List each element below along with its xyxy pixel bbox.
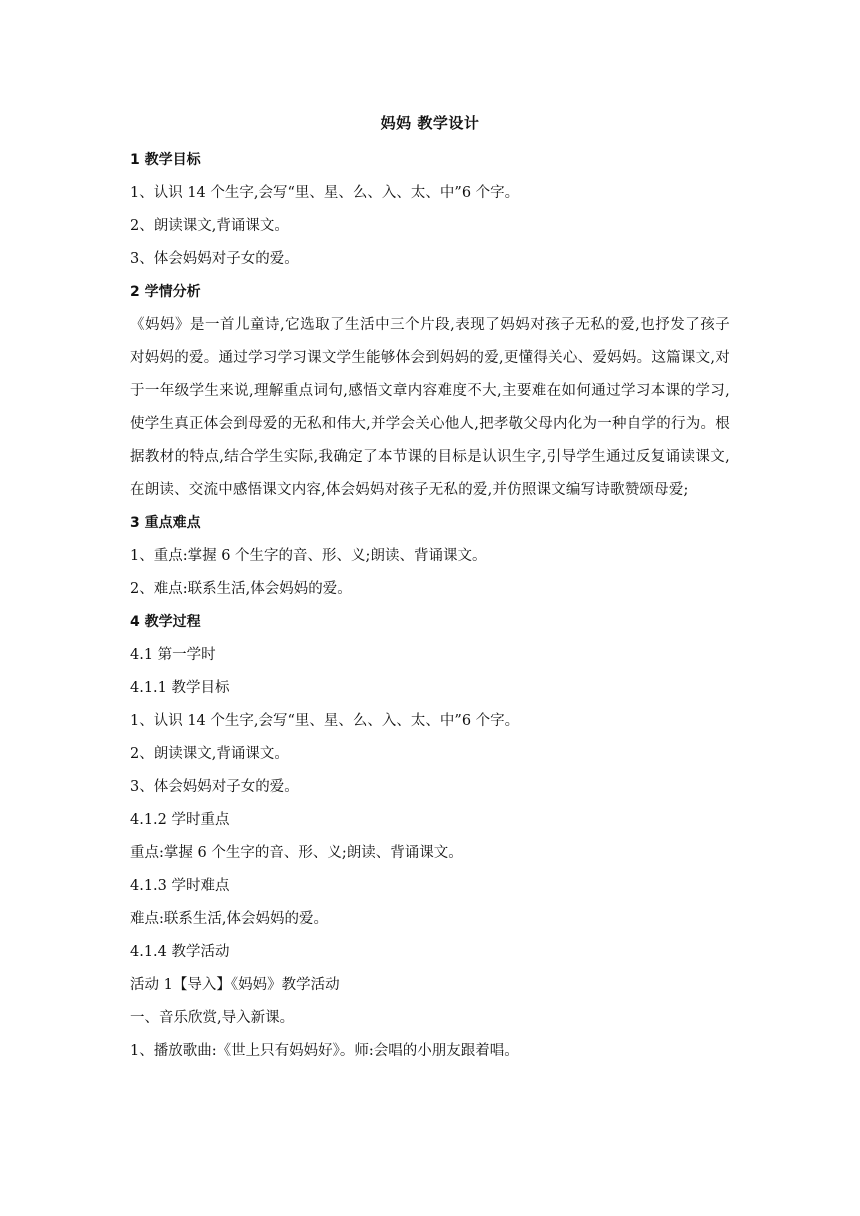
subsection-heading-difficulty: 4.1.3 学时难点	[130, 878, 230, 894]
goal-item: 1、认识 14 个生字,会写“里、星、么、入、太、中”6 个字。	[130, 185, 520, 201]
subsection-heading-activities: 4.1.4 教学活动	[130, 944, 230, 960]
document-title: 妈妈 教学设计	[380, 114, 480, 132]
activity-step-detail: 1、播放歌曲:《世上只有妈妈好》。师:会唱的小朋友跟着唱。	[130, 1043, 519, 1059]
lesson-goal-item: 1、认识 14 个生字,会写“里、星、么、入、太、中”6 个字。	[130, 713, 520, 729]
goal-item: 3、体会妈妈对子女的爱。	[130, 251, 299, 267]
analysis-paragraph: 《妈妈》是一首儿童诗,它选取了生活中三个片段,表现了妈妈对孩子无私的爱,也抒发了孩子对妈妈的爱。通过学习学习课文学生能够体会到妈妈的爱,更懂得关心、爱妈妈。这篇课文,对于一年级学生来说,理解重点词句,感悟文章内容难度不大,主要难在如何通过学习本课的学习,使学生真正体会到母爱的无私和伟大,并学会关心他人,把孝敬父母内化为一种自学的行为。根据教材的特点,结合学生实际,我确定了本节课的目标是认识生字,引导学生通过反复诵读课文,在朗读、交流中感悟课文内容,体会妈妈对孩子无私的爱,并仿照课文编写诗歌赞颂母爱;	[130, 317, 730, 498]
document-body	[130, 144, 730, 1068]
key-point-item: 1、重点:掌握 6 个生字的音、形、义;朗读、背诵课文。	[130, 548, 487, 564]
subsection-heading-goals: 4.1.1 教学目标	[130, 680, 230, 696]
lesson-goal-item: 2、朗读课文,背诵课文。	[130, 746, 289, 762]
section-heading-goals: 1 教学目标	[130, 152, 201, 168]
section-heading-process: 4 教学过程	[130, 614, 201, 630]
lesson-difficulty-text: 难点:联系生活,体会妈妈的爱。	[130, 911, 328, 927]
lesson-key-text: 重点:掌握 6 个生字的音、形、义;朗读、背诵课文。	[130, 845, 463, 861]
activity-title: 活动 1【导入】《妈妈》教学活动	[130, 977, 340, 993]
section-heading-key-points: 3 重点难点	[130, 515, 201, 531]
section-heading-analysis: 2 学情分析	[130, 284, 201, 300]
lesson-goal-item: 3、体会妈妈对子女的爱。	[130, 779, 299, 795]
lesson-heading: 4.1 第一学时	[130, 647, 216, 663]
goal-item: 2、朗读课文,背诵课文。	[130, 218, 289, 234]
key-point-item: 2、难点:联系生活,体会妈妈的爱。	[130, 581, 352, 597]
activity-step: 一、音乐欣赏,导入新课。	[130, 1010, 295, 1026]
subsection-heading-key: 4.1.2 学时重点	[130, 812, 230, 828]
